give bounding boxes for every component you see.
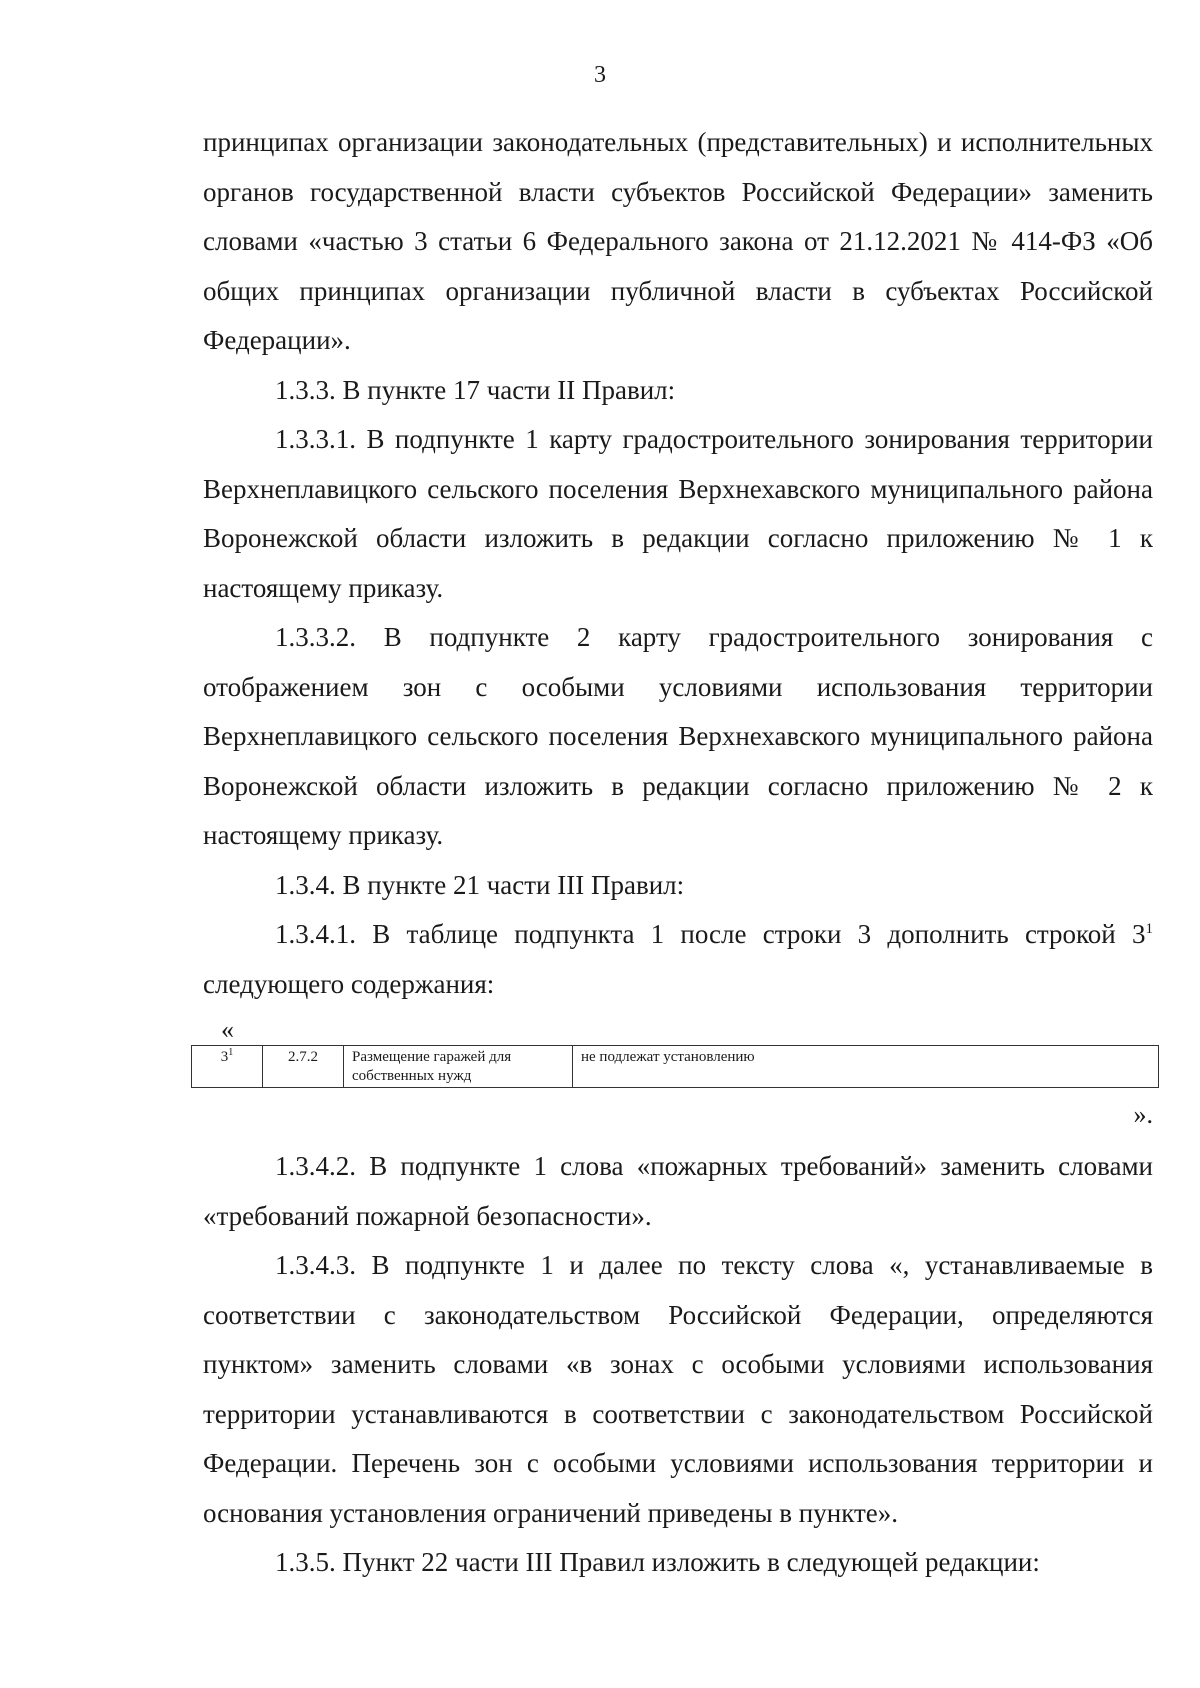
paragraph-1-3-4-1-end: следующего содержания: [203, 968, 495, 999]
table-row [192, 1046, 1159, 1088]
insert-table-wrapper [191, 1045, 1159, 1088]
table-cell-name: Размещение гаражей для собственных нужд [344, 1046, 573, 1088]
paragraph-1-3-5: 1.3.5. Пункт 22 части III Правил изложить в следующей редакции: [275, 1547, 1040, 1577]
paragraph-1-3-4: 1.3.4. В пункте 21 части III Правил: [275, 869, 685, 900]
paragraph-1-3-3-2: 1.3.3.2. В подпункте 2 карту градостроительного зонирования с отображением зон с особыми условиями использования территории Верхнеплавицкого сельского поселения Верхнехавского муниципального района Воронежской области изложить в редакции согласно приложению № 2 к настоящему приказу. [203, 622, 1153, 850]
table-cell-value: не подлежат установлению [573, 1046, 1159, 1088]
paragraph-1-3-3-1: 1.3.3.1. В подпункте 1 карту градостроительного зонирования территории Верхнеплавицкого сельского поселения Верхнехавского муниципального района Воронежской области изложить в редакции согласно приложению № 1 к настоящему приказу. [203, 424, 1153, 603]
paragraph-1-3-4-1-text: 1.3.4.1. В таблице подпункта 1 после строки 3 дополнить строкой 3 [275, 919, 1146, 949]
table-row-number: 3 [220, 1049, 229, 1065]
paragraph-continuation: принципах организации законодательных (представительных) и исполнительных органов государственной власти субъектов Российской Федерации» заменить словами «частью 3 статьи 6 Федерального закона от 21.12.2021 № 414-ФЗ «Об общих принципах организации публичной власти в субъектах Российской Федерации». [203, 127, 1153, 355]
paragraph-1-3-3: 1.3.3. В пункте 17 части II Правил: [275, 374, 676, 405]
table-row-number-sup: 1 [228, 1047, 234, 1058]
superscript: 1 [1145, 921, 1153, 937]
insert-table [191, 1045, 1159, 1088]
document-body [203, 118, 1153, 1588]
paragraph-1-3-4-3: 1.3.4.3. В подпункте 1 и далее по тексту слова «, устанавливаемые в соответствии с законодательством Российской Федерации, определяются пунктом» заменить словами «в зонах с особыми условиями использования территории устанавливаются в соответствии с законодательством Российской Федерации. Перечень зон с особыми условиями использования территории и основания установления ограничений приведены в пункте». [203, 1250, 1153, 1528]
table-cell-number [192, 1046, 263, 1088]
quote-open-mark: « [221, 1015, 234, 1044]
paragraph-1-3-4-2: 1.3.4.2. В подпункте 1 слова «пожарных требований» заменить словами «требований пожарной безопасности». [203, 1151, 1153, 1231]
page-number: 3 [594, 62, 606, 88]
quote-close-mark: ». [1133, 1100, 1153, 1129]
table-cell-code: 2.7.2 [263, 1046, 344, 1088]
paragraph-1-3-4-1 [203, 910, 1153, 1009]
